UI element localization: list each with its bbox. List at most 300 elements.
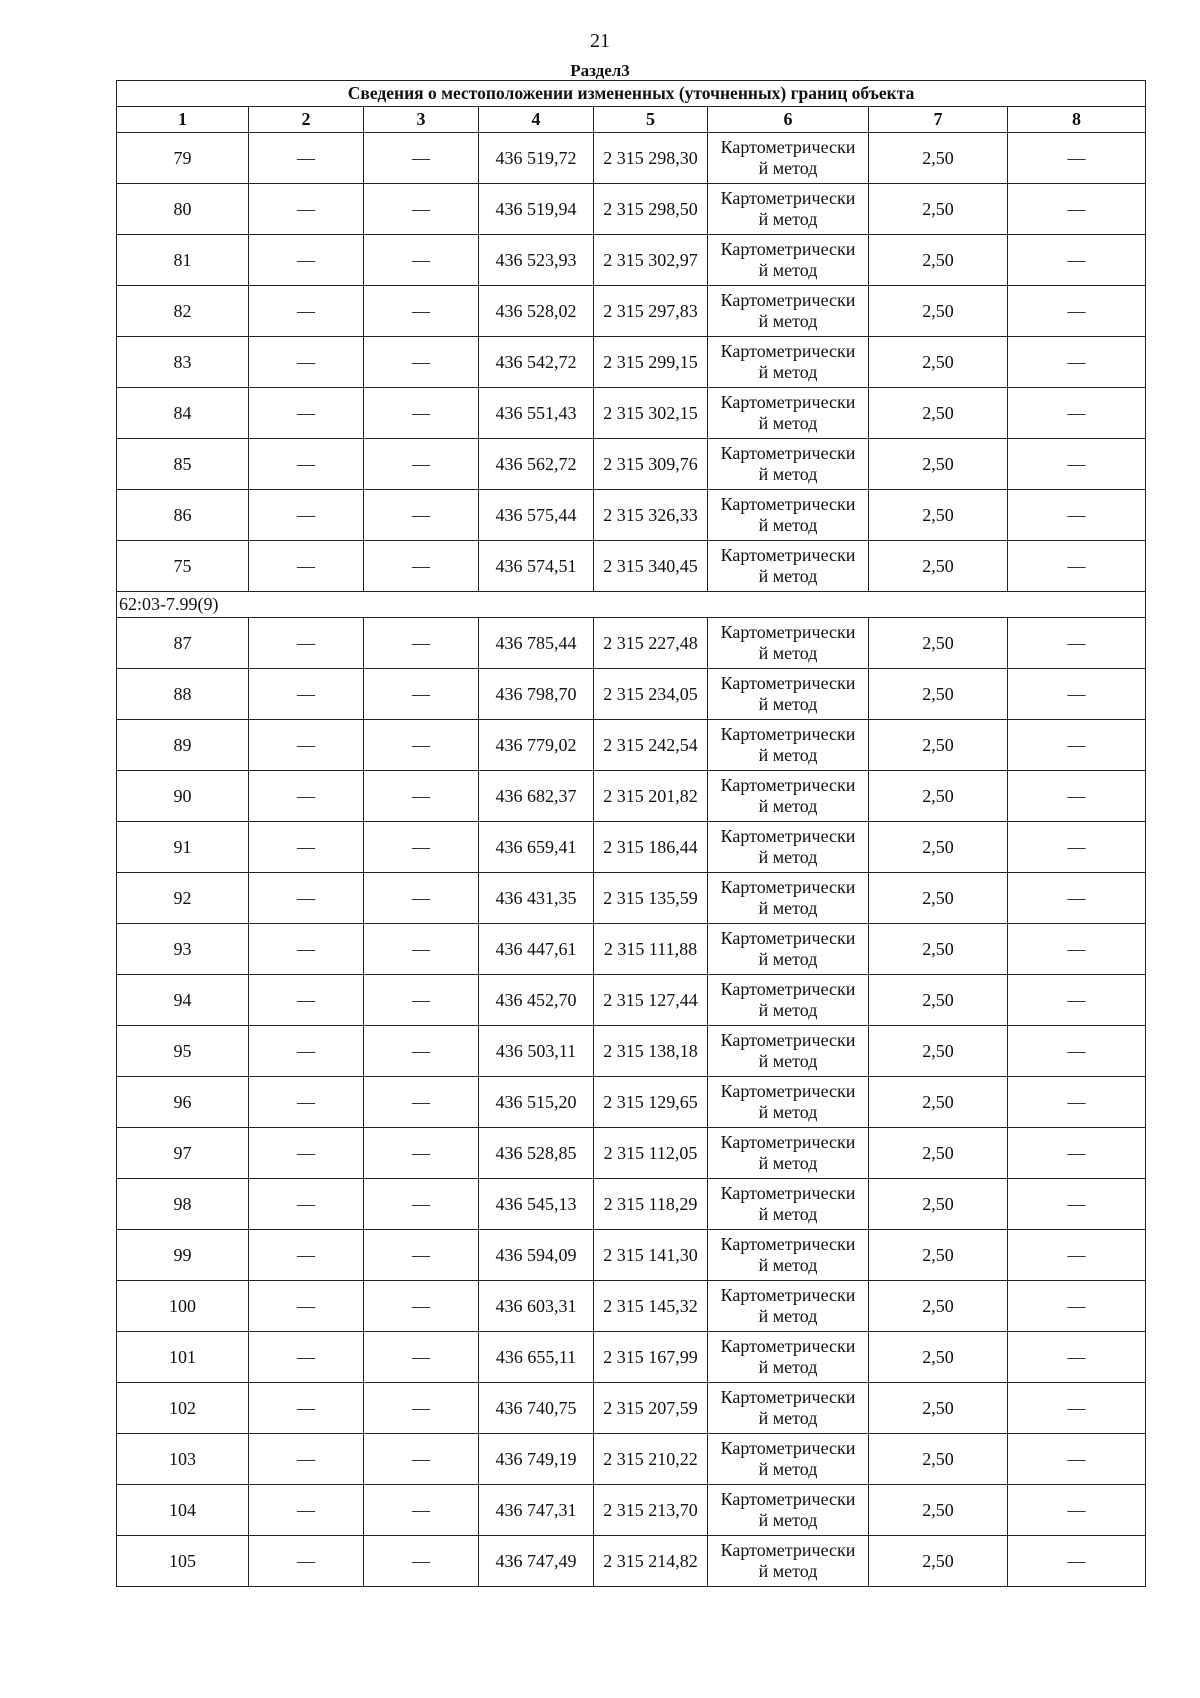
point-number-cell: 90 bbox=[117, 771, 249, 822]
y-coordinate-cell: 2 315 326,33 bbox=[594, 490, 708, 541]
method-line: й метод bbox=[758, 694, 818, 714]
method-line: Картометрически bbox=[720, 1489, 856, 1509]
method-line: Картометрически bbox=[720, 775, 856, 795]
table-caption: Сведения о местоположении измененных (уточненных) границ объекта bbox=[117, 81, 1146, 107]
empty-dash-cell: — bbox=[249, 975, 364, 1026]
method-line: й метод bbox=[758, 260, 818, 280]
empty-dash-cell: — bbox=[1008, 720, 1146, 771]
table-row bbox=[117, 1485, 1146, 1536]
method-line: й метод bbox=[758, 949, 818, 969]
empty-dash-cell: — bbox=[364, 1485, 479, 1536]
method-line: й метод bbox=[758, 1255, 818, 1275]
y-coordinate-cell: 2 315 227,48 bbox=[594, 618, 708, 669]
method-line: Картометрически bbox=[720, 443, 856, 463]
y-coordinate-cell: 2 315 111,88 bbox=[594, 924, 708, 975]
empty-dash-cell: — bbox=[1008, 1536, 1146, 1587]
table-row bbox=[117, 439, 1146, 490]
column-number: 2 bbox=[249, 107, 364, 133]
accuracy-cell: 2,50 bbox=[869, 388, 1008, 439]
column-number: 4 bbox=[479, 107, 594, 133]
accuracy-cell: 2,50 bbox=[869, 1281, 1008, 1332]
empty-dash-cell: — bbox=[364, 388, 479, 439]
empty-dash-cell: — bbox=[1008, 1230, 1146, 1281]
empty-dash-cell: — bbox=[364, 337, 479, 388]
accuracy-cell: 2,50 bbox=[869, 1230, 1008, 1281]
method-line: й метод bbox=[758, 1408, 818, 1428]
accuracy-cell: 2,50 bbox=[869, 286, 1008, 337]
empty-dash-cell: — bbox=[1008, 388, 1146, 439]
method-line: Картометрически bbox=[720, 1336, 856, 1356]
y-coordinate-cell: 2 315 210,22 bbox=[594, 1434, 708, 1485]
accuracy-cell: 2,50 bbox=[869, 975, 1008, 1026]
y-coordinate-cell: 2 315 298,30 bbox=[594, 133, 708, 184]
method-cell bbox=[708, 1536, 869, 1587]
method-cell bbox=[708, 771, 869, 822]
point-number-cell: 92 bbox=[117, 873, 249, 924]
method-line: й метод bbox=[758, 311, 818, 331]
empty-dash-cell: — bbox=[1008, 1128, 1146, 1179]
accuracy-cell: 2,50 bbox=[869, 1485, 1008, 1536]
accuracy-cell: 2,50 bbox=[869, 873, 1008, 924]
method-cell bbox=[708, 235, 869, 286]
y-coordinate-cell: 2 315 145,32 bbox=[594, 1281, 708, 1332]
x-coordinate-cell: 436 515,20 bbox=[479, 1077, 594, 1128]
column-number: 7 bbox=[869, 107, 1008, 133]
empty-dash-cell: — bbox=[364, 541, 479, 592]
empty-dash-cell: — bbox=[1008, 541, 1146, 592]
empty-dash-cell: — bbox=[1008, 873, 1146, 924]
empty-dash-cell: — bbox=[1008, 1332, 1146, 1383]
x-coordinate-cell: 436 603,31 bbox=[479, 1281, 594, 1332]
empty-dash-cell: — bbox=[364, 1026, 479, 1077]
accuracy-cell: 2,50 bbox=[869, 1077, 1008, 1128]
method-line: й метод bbox=[758, 464, 818, 484]
method-line: й метод bbox=[758, 1357, 818, 1377]
method-cell bbox=[708, 388, 869, 439]
method-line: Картометрически bbox=[720, 724, 856, 744]
x-coordinate-cell: 436 519,94 bbox=[479, 184, 594, 235]
table-row bbox=[117, 924, 1146, 975]
table-row bbox=[117, 388, 1146, 439]
x-coordinate-cell: 436 594,09 bbox=[479, 1230, 594, 1281]
method-line: Картометрически bbox=[720, 1387, 856, 1407]
method-line: й метод bbox=[758, 1000, 818, 1020]
empty-dash-cell: — bbox=[364, 1536, 479, 1587]
method-cell bbox=[708, 541, 869, 592]
column-number: 5 bbox=[594, 107, 708, 133]
method-line: Картометрически bbox=[720, 877, 856, 897]
y-coordinate-cell: 2 315 118,29 bbox=[594, 1179, 708, 1230]
y-coordinate-cell: 2 315 214,82 bbox=[594, 1536, 708, 1587]
method-line: Картометрически bbox=[720, 545, 856, 565]
empty-dash-cell: — bbox=[1008, 1026, 1146, 1077]
method-line: Картометрически bbox=[720, 1438, 856, 1458]
accuracy-cell: 2,50 bbox=[869, 720, 1008, 771]
section-title: Раздел3 bbox=[570, 61, 630, 80]
x-coordinate-cell: 436 431,35 bbox=[479, 873, 594, 924]
x-coordinate-cell: 436 747,49 bbox=[479, 1536, 594, 1587]
accuracy-cell: 2,50 bbox=[869, 439, 1008, 490]
empty-dash-cell: — bbox=[364, 439, 479, 490]
point-number-cell: 86 bbox=[117, 490, 249, 541]
method-line: Картометрически bbox=[720, 1234, 856, 1254]
table-row bbox=[117, 1434, 1146, 1485]
method-line: й метод bbox=[758, 566, 818, 586]
column-number: 3 bbox=[364, 107, 479, 133]
point-number-cell: 79 bbox=[117, 133, 249, 184]
empty-dash-cell: — bbox=[249, 1281, 364, 1332]
point-number-cell: 82 bbox=[117, 286, 249, 337]
table-row bbox=[117, 133, 1146, 184]
empty-dash-cell: — bbox=[1008, 1077, 1146, 1128]
method-cell bbox=[708, 1179, 869, 1230]
method-cell bbox=[708, 618, 869, 669]
method-line: й метод bbox=[758, 898, 818, 918]
method-line: й метод bbox=[758, 209, 818, 229]
method-line: Картометрически bbox=[720, 290, 856, 310]
y-coordinate-cell: 2 315 299,15 bbox=[594, 337, 708, 388]
method-line: й метод bbox=[758, 643, 818, 663]
point-number-cell: 104 bbox=[117, 1485, 249, 1536]
empty-dash-cell: — bbox=[1008, 439, 1146, 490]
point-number-cell: 87 bbox=[117, 618, 249, 669]
empty-dash-cell: — bbox=[364, 1281, 479, 1332]
empty-dash-cell: — bbox=[249, 133, 364, 184]
accuracy-cell: 2,50 bbox=[869, 133, 1008, 184]
y-coordinate-cell: 2 315 112,05 bbox=[594, 1128, 708, 1179]
accuracy-cell: 2,50 bbox=[869, 1332, 1008, 1383]
empty-dash-cell: — bbox=[249, 924, 364, 975]
method-line: Картометрически bbox=[720, 239, 856, 259]
method-line: Картометрически bbox=[720, 392, 856, 412]
method-cell bbox=[708, 975, 869, 1026]
x-coordinate-cell: 436 528,85 bbox=[479, 1128, 594, 1179]
empty-dash-cell: — bbox=[1008, 235, 1146, 286]
point-number-cell: 91 bbox=[117, 822, 249, 873]
table-row bbox=[117, 1536, 1146, 1587]
method-line: й метод bbox=[758, 1510, 818, 1530]
x-coordinate-cell: 436 574,51 bbox=[479, 541, 594, 592]
empty-dash-cell: — bbox=[249, 873, 364, 924]
table-row bbox=[117, 822, 1146, 873]
table-row bbox=[117, 184, 1146, 235]
x-coordinate-cell: 436 562,72 bbox=[479, 439, 594, 490]
empty-dash-cell: — bbox=[364, 822, 479, 873]
empty-dash-cell: — bbox=[1008, 490, 1146, 541]
point-number-cell: 98 bbox=[117, 1179, 249, 1230]
x-coordinate-cell: 436 447,61 bbox=[479, 924, 594, 975]
accuracy-cell: 2,50 bbox=[869, 235, 1008, 286]
empty-dash-cell: — bbox=[1008, 1281, 1146, 1332]
empty-dash-cell: — bbox=[364, 490, 479, 541]
column-number-row bbox=[117, 107, 1146, 133]
point-number-cell: 103 bbox=[117, 1434, 249, 1485]
empty-dash-cell: — bbox=[249, 720, 364, 771]
empty-dash-cell: — bbox=[1008, 1434, 1146, 1485]
method-cell bbox=[708, 822, 869, 873]
empty-dash-cell: — bbox=[249, 1179, 364, 1230]
empty-dash-cell: — bbox=[364, 669, 479, 720]
x-coordinate-cell: 436 740,75 bbox=[479, 1383, 594, 1434]
accuracy-cell: 2,50 bbox=[869, 669, 1008, 720]
method-line: Картометрически bbox=[720, 1285, 856, 1305]
empty-dash-cell: — bbox=[364, 618, 479, 669]
method-line: Картометрически bbox=[720, 1081, 856, 1101]
empty-dash-cell: — bbox=[364, 873, 479, 924]
empty-dash-cell: — bbox=[364, 975, 479, 1026]
table-row bbox=[117, 873, 1146, 924]
method-line: Картометрически bbox=[720, 826, 856, 846]
table-row bbox=[117, 618, 1146, 669]
table-row bbox=[117, 1332, 1146, 1383]
empty-dash-cell: — bbox=[364, 771, 479, 822]
table-body bbox=[117, 133, 1146, 1587]
method-line: й метод bbox=[758, 413, 818, 433]
method-cell bbox=[708, 1332, 869, 1383]
empty-dash-cell: — bbox=[364, 924, 479, 975]
x-coordinate-cell: 436 452,70 bbox=[479, 975, 594, 1026]
method-line: й метод bbox=[758, 796, 818, 816]
method-line: й метод bbox=[758, 1102, 818, 1122]
empty-dash-cell: — bbox=[364, 133, 479, 184]
empty-dash-cell: — bbox=[364, 1077, 479, 1128]
y-coordinate-cell: 2 315 213,70 bbox=[594, 1485, 708, 1536]
y-coordinate-cell: 2 315 167,99 bbox=[594, 1332, 708, 1383]
empty-dash-cell: — bbox=[249, 1485, 364, 1536]
point-number-cell: 75 bbox=[117, 541, 249, 592]
method-cell bbox=[708, 490, 869, 541]
method-line: й метод bbox=[758, 1306, 818, 1326]
point-number-cell: 100 bbox=[117, 1281, 249, 1332]
method-cell bbox=[708, 924, 869, 975]
method-line: Картометрически bbox=[720, 979, 856, 999]
y-coordinate-cell: 2 315 129,65 bbox=[594, 1077, 708, 1128]
accuracy-cell: 2,50 bbox=[869, 337, 1008, 388]
group-label-row bbox=[117, 592, 1146, 618]
method-line: й метод bbox=[758, 1561, 818, 1581]
y-coordinate-cell: 2 315 186,44 bbox=[594, 822, 708, 873]
method-line: Картометрически bbox=[720, 1132, 856, 1152]
x-coordinate-cell: 436 503,11 bbox=[479, 1026, 594, 1077]
empty-dash-cell: — bbox=[249, 1332, 364, 1383]
y-coordinate-cell: 2 315 135,59 bbox=[594, 873, 708, 924]
empty-dash-cell: — bbox=[1008, 1485, 1146, 1536]
table-row bbox=[117, 541, 1146, 592]
empty-dash-cell: — bbox=[364, 1230, 479, 1281]
empty-dash-cell: — bbox=[1008, 184, 1146, 235]
accuracy-cell: 2,50 bbox=[869, 490, 1008, 541]
empty-dash-cell: — bbox=[364, 1179, 479, 1230]
empty-dash-cell: — bbox=[364, 720, 479, 771]
x-coordinate-cell: 436 523,93 bbox=[479, 235, 594, 286]
column-number: 6 bbox=[708, 107, 869, 133]
accuracy-cell: 2,50 bbox=[869, 184, 1008, 235]
empty-dash-cell: — bbox=[249, 1077, 364, 1128]
method-line: й метод bbox=[758, 1153, 818, 1173]
method-cell bbox=[708, 1434, 869, 1485]
method-cell bbox=[708, 1128, 869, 1179]
table-row bbox=[117, 1179, 1146, 1230]
method-cell bbox=[708, 337, 869, 388]
point-number-cell: 96 bbox=[117, 1077, 249, 1128]
empty-dash-cell: — bbox=[249, 1230, 364, 1281]
y-coordinate-cell: 2 315 302,97 bbox=[594, 235, 708, 286]
empty-dash-cell: — bbox=[1008, 133, 1146, 184]
point-number-cell: 84 bbox=[117, 388, 249, 439]
method-line: й метод bbox=[758, 515, 818, 535]
point-number-cell: 85 bbox=[117, 439, 249, 490]
empty-dash-cell: — bbox=[1008, 924, 1146, 975]
empty-dash-cell: — bbox=[249, 771, 364, 822]
method-cell bbox=[708, 669, 869, 720]
method-cell bbox=[708, 1026, 869, 1077]
point-number-cell: 99 bbox=[117, 1230, 249, 1281]
method-line: Картометрически bbox=[720, 1540, 856, 1560]
empty-dash-cell: — bbox=[249, 439, 364, 490]
accuracy-cell: 2,50 bbox=[869, 1434, 1008, 1485]
empty-dash-cell: — bbox=[364, 1128, 479, 1179]
empty-dash-cell: — bbox=[1008, 669, 1146, 720]
empty-dash-cell: — bbox=[1008, 618, 1146, 669]
y-coordinate-cell: 2 315 234,05 bbox=[594, 669, 708, 720]
y-coordinate-cell: 2 315 340,45 bbox=[594, 541, 708, 592]
point-number-cell: 94 bbox=[117, 975, 249, 1026]
empty-dash-cell: — bbox=[1008, 975, 1146, 1026]
table-row bbox=[117, 1077, 1146, 1128]
empty-dash-cell: — bbox=[364, 1383, 479, 1434]
accuracy-cell: 2,50 bbox=[869, 822, 1008, 873]
method-line: Картометрически bbox=[720, 622, 856, 642]
empty-dash-cell: — bbox=[1008, 822, 1146, 873]
x-coordinate-cell: 436 682,37 bbox=[479, 771, 594, 822]
point-number-cell: 93 bbox=[117, 924, 249, 975]
empty-dash-cell: — bbox=[249, 822, 364, 873]
x-coordinate-cell: 436 545,13 bbox=[479, 1179, 594, 1230]
x-coordinate-cell: 436 519,72 bbox=[479, 133, 594, 184]
y-coordinate-cell: 2 315 207,59 bbox=[594, 1383, 708, 1434]
method-line: й метод bbox=[758, 158, 818, 178]
empty-dash-cell: — bbox=[249, 1383, 364, 1434]
method-line: й метод bbox=[758, 1204, 818, 1224]
empty-dash-cell: — bbox=[249, 618, 364, 669]
empty-dash-cell: — bbox=[249, 490, 364, 541]
method-cell bbox=[708, 720, 869, 771]
method-cell bbox=[708, 1485, 869, 1536]
empty-dash-cell: — bbox=[1008, 1179, 1146, 1230]
table-row bbox=[117, 1230, 1146, 1281]
accuracy-cell: 2,50 bbox=[869, 1026, 1008, 1077]
accuracy-cell: 2,50 bbox=[869, 1536, 1008, 1587]
method-line: й метод bbox=[758, 745, 818, 765]
table-row bbox=[117, 1281, 1146, 1332]
empty-dash-cell: — bbox=[249, 1536, 364, 1587]
empty-dash-cell: — bbox=[249, 1434, 364, 1485]
method-cell bbox=[708, 1077, 869, 1128]
empty-dash-cell: — bbox=[1008, 771, 1146, 822]
method-cell bbox=[708, 286, 869, 337]
y-coordinate-cell: 2 315 309,76 bbox=[594, 439, 708, 490]
accuracy-cell: 2,50 bbox=[869, 924, 1008, 975]
method-cell bbox=[708, 133, 869, 184]
method-line: й метод bbox=[758, 847, 818, 867]
table-row bbox=[117, 720, 1146, 771]
page-number: 21 bbox=[590, 30, 610, 52]
y-coordinate-cell: 2 315 201,82 bbox=[594, 771, 708, 822]
method-cell bbox=[708, 439, 869, 490]
group-label: 62:03-7.99(9) bbox=[117, 592, 1146, 618]
empty-dash-cell: — bbox=[1008, 337, 1146, 388]
table-row bbox=[117, 771, 1146, 822]
y-coordinate-cell: 2 315 138,18 bbox=[594, 1026, 708, 1077]
accuracy-cell: 2,50 bbox=[869, 1128, 1008, 1179]
method-cell bbox=[708, 184, 869, 235]
empty-dash-cell: — bbox=[364, 1332, 479, 1383]
method-cell bbox=[708, 873, 869, 924]
x-coordinate-cell: 436 659,41 bbox=[479, 822, 594, 873]
empty-dash-cell: — bbox=[364, 1434, 479, 1485]
x-coordinate-cell: 436 528,02 bbox=[479, 286, 594, 337]
method-line: Картометрически bbox=[720, 341, 856, 361]
empty-dash-cell: — bbox=[364, 235, 479, 286]
x-coordinate-cell: 436 779,02 bbox=[479, 720, 594, 771]
y-coordinate-cell: 2 315 302,15 bbox=[594, 388, 708, 439]
accuracy-cell: 2,50 bbox=[869, 618, 1008, 669]
method-line: й метод bbox=[758, 1051, 818, 1071]
method-line: Картометрически bbox=[720, 494, 856, 514]
method-line: Картометрически bbox=[720, 1183, 856, 1203]
table-row bbox=[117, 1383, 1146, 1434]
x-coordinate-cell: 436 575,44 bbox=[479, 490, 594, 541]
x-coordinate-cell: 436 551,43 bbox=[479, 388, 594, 439]
table-row bbox=[117, 490, 1146, 541]
point-number-cell: 89 bbox=[117, 720, 249, 771]
point-number-cell: 97 bbox=[117, 1128, 249, 1179]
x-coordinate-cell: 436 749,19 bbox=[479, 1434, 594, 1485]
point-number-cell: 95 bbox=[117, 1026, 249, 1077]
accuracy-cell: 2,50 bbox=[869, 771, 1008, 822]
empty-dash-cell: — bbox=[249, 669, 364, 720]
empty-dash-cell: — bbox=[249, 286, 364, 337]
table-row bbox=[117, 286, 1146, 337]
method-line: Картометрически bbox=[720, 673, 856, 693]
method-cell bbox=[708, 1281, 869, 1332]
empty-dash-cell: — bbox=[249, 388, 364, 439]
method-line: Картометрически bbox=[720, 137, 856, 157]
method-line: Картометрически bbox=[720, 928, 856, 948]
table-row bbox=[117, 337, 1146, 388]
table-row bbox=[117, 669, 1146, 720]
empty-dash-cell: — bbox=[249, 235, 364, 286]
point-number-cell: 88 bbox=[117, 669, 249, 720]
column-number: 8 bbox=[1008, 107, 1146, 133]
method-cell bbox=[708, 1230, 869, 1281]
point-number-cell: 102 bbox=[117, 1383, 249, 1434]
boundary-coordinates-table bbox=[116, 80, 1146, 1587]
empty-dash-cell: — bbox=[1008, 286, 1146, 337]
method-line: й метод bbox=[758, 1459, 818, 1479]
table-row bbox=[117, 1026, 1146, 1077]
table-row bbox=[117, 235, 1146, 286]
empty-dash-cell: — bbox=[1008, 1383, 1146, 1434]
y-coordinate-cell: 2 315 297,83 bbox=[594, 286, 708, 337]
y-coordinate-cell: 2 315 127,44 bbox=[594, 975, 708, 1026]
point-number-cell: 80 bbox=[117, 184, 249, 235]
method-line: Картометрически bbox=[720, 188, 856, 208]
accuracy-cell: 2,50 bbox=[869, 1383, 1008, 1434]
accuracy-cell: 2,50 bbox=[869, 541, 1008, 592]
empty-dash-cell: — bbox=[364, 184, 479, 235]
x-coordinate-cell: 436 542,72 bbox=[479, 337, 594, 388]
